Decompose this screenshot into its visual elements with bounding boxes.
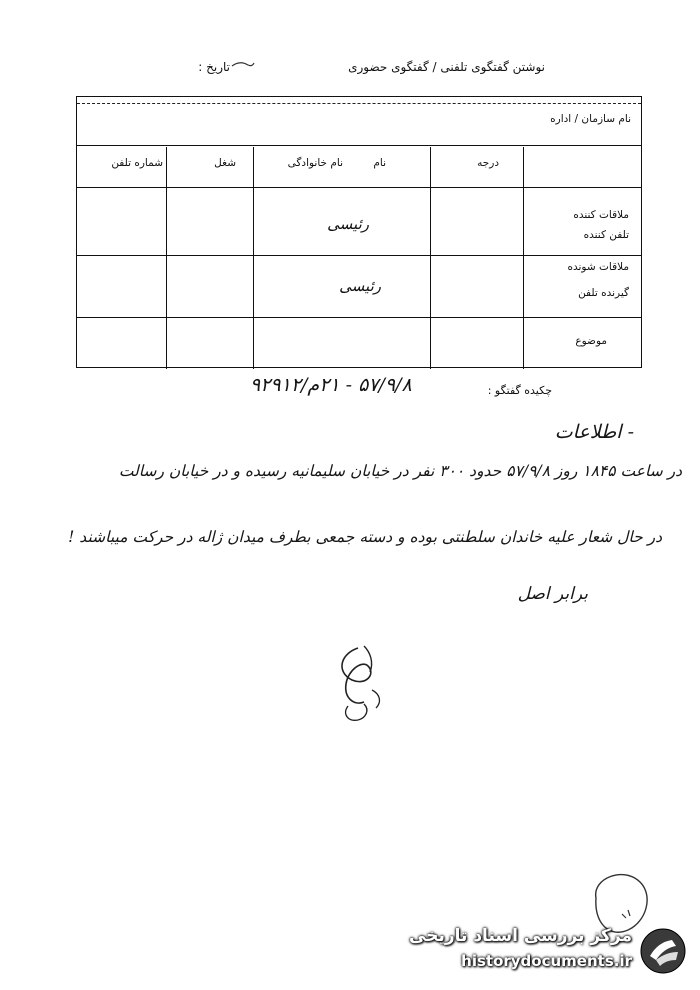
summary-label: چکیده گفتگو : bbox=[487, 384, 552, 397]
table-rule bbox=[77, 317, 641, 318]
signature bbox=[318, 640, 398, 730]
table-rule bbox=[77, 187, 641, 188]
column-divider bbox=[166, 147, 167, 369]
row1-label-2: تلفن کننده bbox=[583, 229, 629, 241]
col-rank: درجه bbox=[477, 157, 499, 169]
watermark-text-fa: مرکز بررسی اسناد تاریخی bbox=[409, 926, 632, 946]
table-rule bbox=[77, 145, 641, 146]
watermark bbox=[410, 922, 692, 980]
row2-family-value: رئیسی bbox=[339, 277, 381, 295]
form-table bbox=[76, 96, 642, 368]
book-logo-icon bbox=[638, 926, 688, 976]
column-divider bbox=[523, 147, 524, 369]
column-divider bbox=[253, 147, 254, 369]
table-rule bbox=[77, 255, 641, 256]
summary-value: ۵۷/۹/۸ - ۲۱م/۹۲۹۱۲ bbox=[250, 374, 412, 396]
row2-label-1: ملاقات شونده bbox=[567, 261, 629, 273]
row1-label-1: ملاقات کننده bbox=[573, 209, 629, 221]
date-label: تاریخ : bbox=[198, 60, 230, 74]
row2-label-2: گیرنده تلفن bbox=[578, 287, 629, 299]
handwritten-line-1: در ساعت ۱۸۴۵ روز ۵۷/۹/۸ حدود ۳۰۰ نفر در خیابان سلیمانیه رسیده و در خیابان رسالت bbox=[118, 462, 682, 480]
col-family: نام خانوادگی bbox=[287, 157, 343, 169]
watermark-text-en: historydocuments.ir bbox=[461, 952, 632, 970]
handwritten-line-2: در حال شعار علیه خاندان سلطنتی بوده و دسته جمعی بطرف میدان ژاله در حرکت میباشند ! bbox=[68, 528, 662, 546]
handwritten-line-3: برابر اصل bbox=[517, 584, 588, 604]
date-scribble bbox=[228, 56, 256, 72]
document-title: نوشتن گفتگوی تلفنی / گفتگوی حضوری bbox=[348, 60, 545, 74]
col-phone: شماره تلفن bbox=[111, 157, 163, 169]
table-top-rule bbox=[77, 103, 641, 104]
subject-label: موضوع bbox=[575, 335, 607, 347]
row1-family-value: رئیسی bbox=[327, 215, 369, 233]
col-name: نام bbox=[373, 157, 386, 169]
column-divider bbox=[430, 147, 431, 369]
handwritten-heading: - اطلاعات bbox=[554, 421, 634, 443]
org-label: نام سازمان / اداره bbox=[550, 113, 631, 125]
col-position: شغل bbox=[214, 157, 236, 169]
